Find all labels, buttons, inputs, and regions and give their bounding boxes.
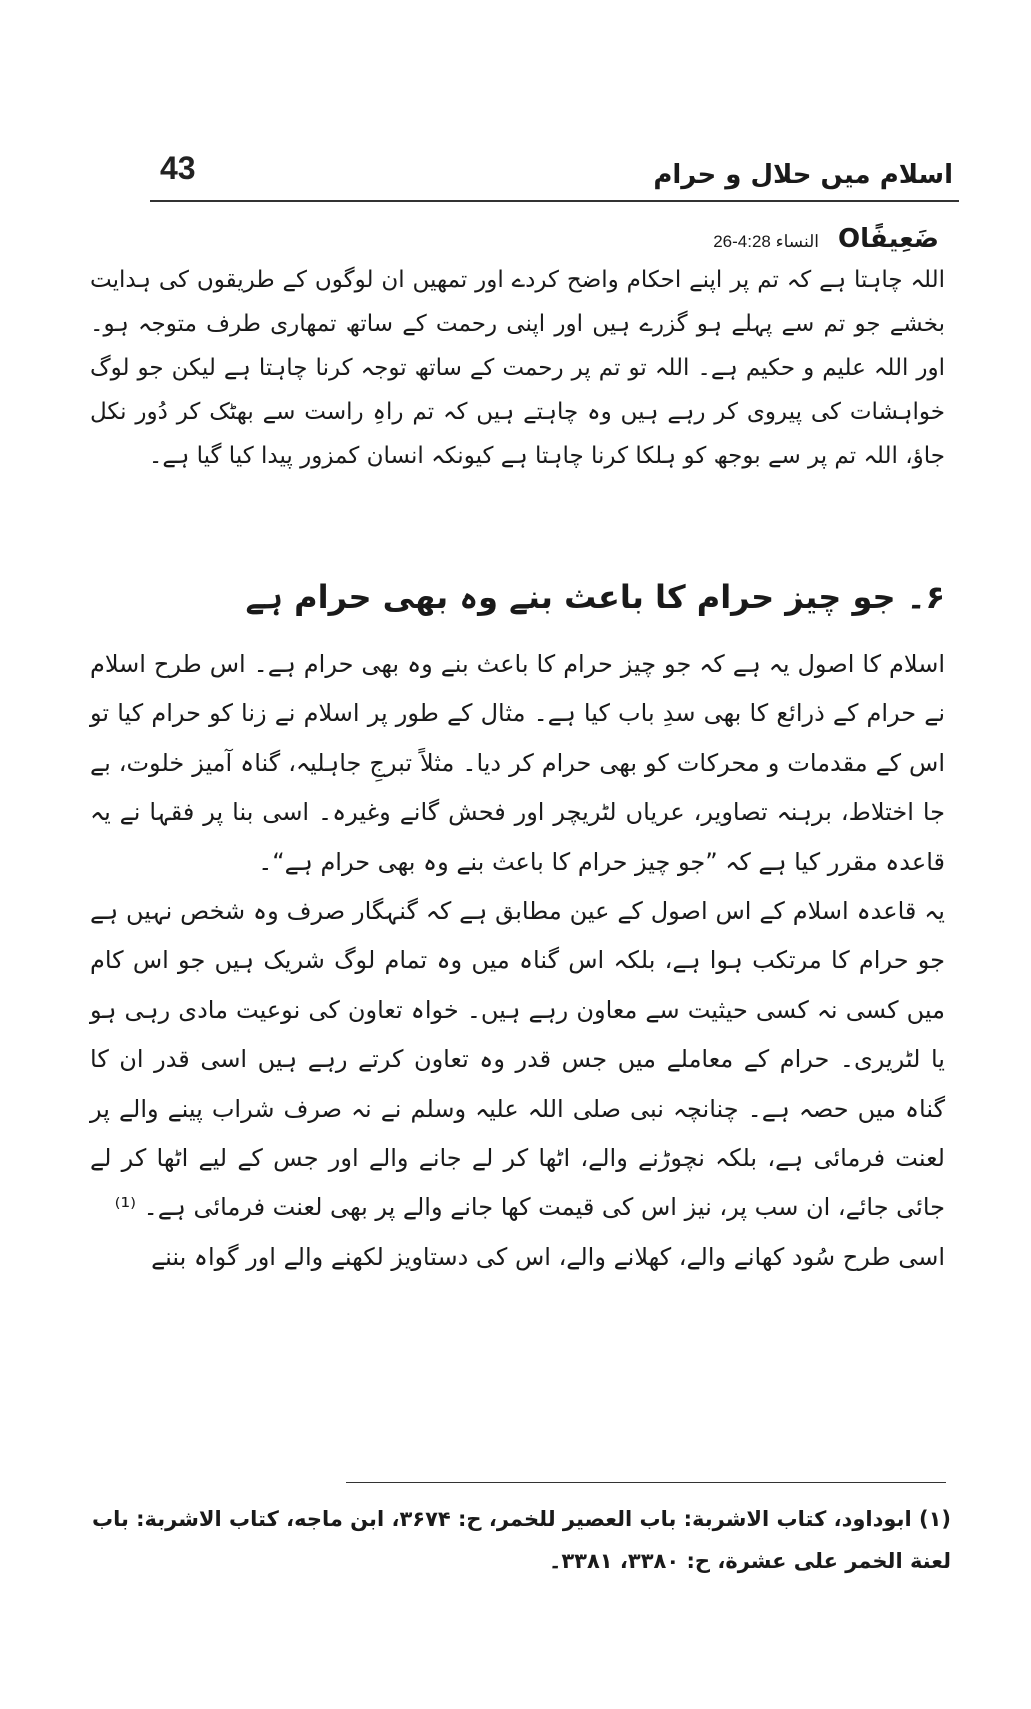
- running-header-title: اسلام میں حلال و حرام: [653, 160, 953, 190]
- body-paragraph: اسلام کا اصول یہ ہے کہ جو چیز حرام کا باعث بنے وہ بھی حرام ہے۔ اس طرح اسلام نے حرام کے ذرائع کا بھی سدِ باب کیا ہے۔ مثال کے طور پر اسلام نے زنا کو حرام کیا تو اس کے مقدمات و محرکات کو بھی حرام کر دیا۔ مثلاً تبرجِ جاہلیہ، گناہ آمیز خلوت، بے جا اختلاط، برہنہ تصاویر، عریاں لٹریچر اور فحش گانے وغیرہ۔ اسی بنا پر فقہا نے یہ قاعدہ مقرر کیا ہے کہ ”جو چیز حرام کا باعث بنے وہ بھی حرام ہے“۔: [90, 650, 945, 876]
- footnotes: [81, 1498, 951, 1582]
- footnote-rule: [346, 1482, 946, 1483]
- body-paragraph: یہ قاعدہ اسلام کے اس اصول کے عین مطابق ہے کہ گنہگار صرف وہ شخص نہیں ہے جو حرام کا مرتکب ہوا ہے، بلکہ اس گناہ میں وہ تمام لوگ شریک ہیں جو اس کام میں کسی نہ کسی حیثیت سے معاون رہے ہیں۔ خواہ تعاون کی نوعیت مادی رہی ہو یا لٹریری۔ حرام کے معاملے میں جس قدر وہ تعاون کرتے رہے ہیں اسی قدر ان کا گناہ میں حصہ ہے۔ چنانچہ نبی صلی اللہ علیہ وسلم نے نہ صرف شراب پینے والے پر لعنت فرمائی ہے، بلکہ نچوڑنے والے، اٹھا کر لے جانے والے اور جس کے لیے اٹھا کر لے جائی جائے، ان سب پر، نیز اس کی قیمت کھا جانے والے پر بھی لعنت فرمائی ہے۔ ⁽¹⁾: [90, 897, 945, 1222]
- footnote: (۱) ابوداود، کتاب الاشربة: باب العصير للخمر، ح: ۳۶۷۴، ابن ماجه، کتاب الاشربة: باب لعنة الخمر علی عشرة، ح: ۳۳۸۰، ۳۳۸۱۔: [91, 1507, 951, 1573]
- page-number: 43: [160, 150, 196, 186]
- body-text: [90, 640, 945, 1282]
- header-rule: [150, 200, 959, 202]
- body-paragraph: اسی طرح سُود کھانے والے، کھلانے والے، اس کی دستاویز لکھنے والے اور گواہ بننے: [151, 1242, 945, 1271]
- quran-verse-line: [713, 224, 939, 254]
- verse-arabic-text: ضَعِيفًاO: [838, 224, 939, 254]
- verse-translation-paragraph: [90, 258, 945, 478]
- section-heading: ۶۔ جو چیز حرام کا باعث بنے وہ بھی حرام ہے: [245, 578, 945, 616]
- translation-text: اللہ چاہتا ہے کہ تم پر اپنے احکام واضح کردے اور تمھیں ان لوگوں کے طریقوں کی ہدایت بخشے جو تم سے پہلے ہو گزرے ہیں اور اپنی رحمت کے ساتھ تمھاری طرف متوجہ ہو۔ اور اللہ علیم و حکیم ہے۔ اللہ تو تم پر رحمت کے ساتھ توجہ کرنا چاہتا ہے لیکن جو لوگ خواہشات کی پیروی کر رہے ہیں وہ چاہتے ہیں کہ تم راہِ راست سے بھٹک کر دُور نکل جاؤ، اللہ تم پر سے بوجھ کو ہلکا کرنا چاہتا ہے کیونکہ انسان کمزور پیدا کیا گیا ہے۔: [90, 267, 945, 469]
- verse-reference: النساء 4:28-26: [713, 232, 819, 251]
